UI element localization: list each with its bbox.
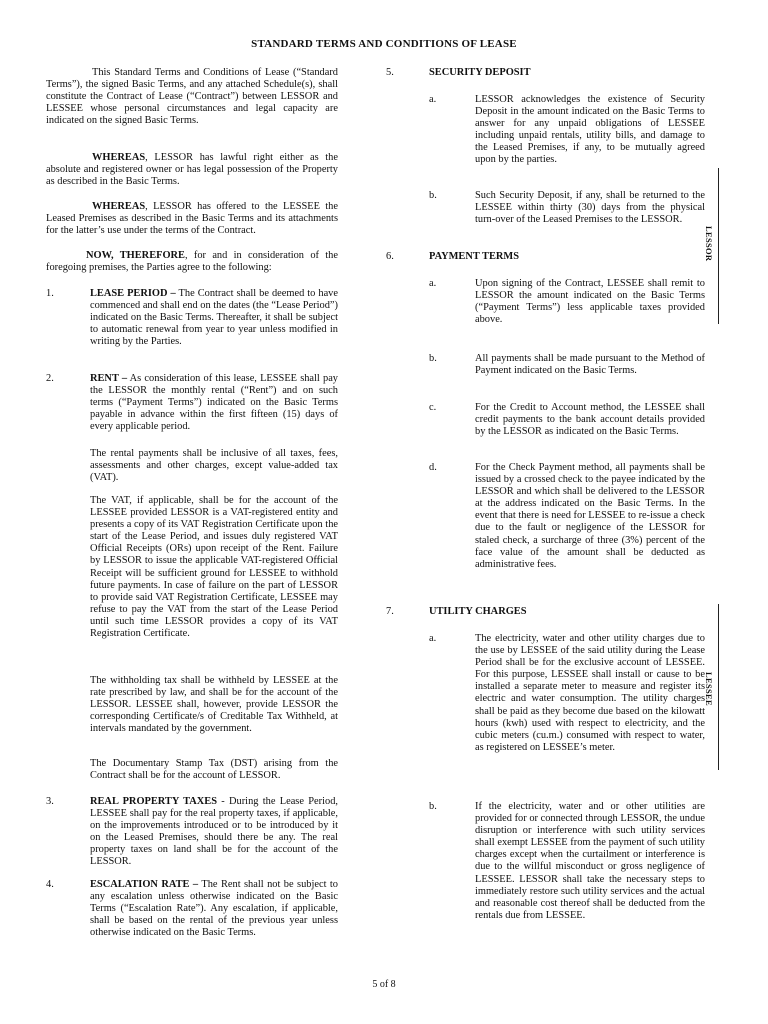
rent-paragraph-withholding: The withholding tax shall be withheld by LESSEE at the rate prescribed by law, and shall be for the account of the LESSOR. LESSEE shall, however, provide LESSOR the corresponding Certificate/s of Creditable Tax Withheld, at intervals mandated by the government. xyxy=(90,675,338,735)
section-heading: LEASE PERIOD – xyxy=(90,288,176,299)
now-therefore-lead: NOW, THEREFORE xyxy=(86,250,185,261)
whereas-text: , LESSOR has offered to the LESSEE the Leased Premises as described in the Basic Terms and its attachments for the latter’s use under the terms of the Contract. xyxy=(46,201,338,237)
rent-paragraph-taxes: The rental payments shall be inclusive of all taxes, fees, assessments and other charges, except value-added tax (VAT). xyxy=(90,448,338,484)
rent-paragraph-dst: The Documentary Stamp Tax (DST) arising from the Contract shall be for the account of LESSOR. xyxy=(90,758,338,782)
lessor-initial-line xyxy=(718,168,719,324)
payment-terms-item-b: All payments shall be made pursuant to the Method of Payment indicated on the Basic Terms. xyxy=(475,353,705,377)
utility-charges-item-a: The electricity, water and other utility charges due to the use by LESSEE of the said utility during the Lease Period shall be for the exclusive account of LESSEE. For this purpose, LESSEE shall install or cause to be installed a separate meter to measure and register its electric and water consumption. The utility charges shall be paid as they become due based on the kilowatt hours (kwh) used with respect to electricity, and the cubic meters (cu.m.) consumed with respect to water, as registered on LESSEE’s meter. xyxy=(475,633,705,753)
payment-terms-item-a: Upon signing of the Contract, LESSEE shall remit to LESSOR the amount indicated on the Basic Terms (“Payment Terms”) less applicable taxes provided above. xyxy=(475,278,705,326)
payment-terms-item-d: For the Check Payment method, all payments shall be issued by a crossed check to the payee indicated by the LESSOR and which shall be delivered to the LESSOR at the address indicated on the Basic Terms. In the event that there is need for LESSEE to re-issue a check due to the fault or negligence of the LESSOR for staled check, a surcharge of three (3%) percent of the face value of the amount shall be deducted as administrative fees. xyxy=(475,462,705,570)
section-number: 4. xyxy=(46,879,54,890)
lessee-initial-line xyxy=(718,604,719,770)
item-letter: a. xyxy=(429,633,437,644)
item-letter: b. xyxy=(429,801,437,812)
section-heading-utility-charges: UTILITY CHARGES xyxy=(429,606,527,617)
section-lease-period xyxy=(90,288,338,348)
item-letter: c. xyxy=(429,402,437,413)
section-rent xyxy=(90,373,338,433)
item-letter: a. xyxy=(429,278,437,289)
rent-paragraph-vat: The VAT, if applicable, shall be for the account of the LESSEE provided LESSOR is a VAT-registered entity and presents a copy of its VAT Registration Certificate upon the start of the Lease Period, and issues duly registered VAT Official Receipts (ORs) upon receipt of the Rent. Failure by LESSOR to issue the applicable VAT-registered Official Receipt will be sufficient ground for LESSEE to withhold future payments. In case of failure on the part of LESSOR to provide said VAT Registration Certificate, LESSEE may refuse to pay the VAT from the start of the Lease Period until such time LESSOR provides a copy of its VAT Registration Certificate. xyxy=(90,495,338,640)
whereas-lead: WHEREAS xyxy=(92,152,146,163)
section-heading: REAL PROPERTY TAXES xyxy=(90,796,217,807)
section-heading-security-deposit: SECURITY DEPOSIT xyxy=(429,67,531,78)
intro-paragraph xyxy=(46,67,338,127)
section-text: - During the Lease Period, LESSEE shall pay for the real property taxes, if applicable, on the improvements introduced or to be introduced by it on the Leased Premises, should there be any. The real property taxes on land shall be for the account of the LESSOR. xyxy=(90,796,338,868)
whereas-paragraph-1 xyxy=(46,152,338,188)
payment-terms-item-c: For the Credit to Account method, the LESSEE shall credit payments to the bank account details provided by the LESSOR as indicated on the Basic Terms. xyxy=(475,402,705,438)
section-heading: ESCALATION RATE – xyxy=(90,879,199,890)
security-deposit-item-a: LESSOR acknowledges the existence of Security Deposit in the amount indicated on the Basic Terms to answer for any unpaid obligations of LESSEE including unpaid rentals, utility bills, and damage to the Leased Premises, if any, to be mutually agreed upon by the parties. xyxy=(475,94,705,166)
now-therefore-paragraph xyxy=(46,250,338,274)
item-letter: a. xyxy=(429,94,437,105)
item-letter: b. xyxy=(429,190,437,201)
now-therefore-text: , for and in consideration of the foregoing premises, the Parties agree to the following: xyxy=(46,250,338,274)
section-heading: RENT – xyxy=(90,373,128,384)
section-real-property-taxes xyxy=(90,796,338,869)
whereas-paragraph-2 xyxy=(46,201,338,237)
section-text: The Rent shall not be subject to any escalation unless otherwise indicated on the Basic Terms (“Escalation Rate”). Any escalation, if applicable, shall be based on the rental of the previous year unless otherwise indicated on the Basic Terms. xyxy=(90,879,338,939)
section-number: 7. xyxy=(386,606,394,617)
section-number: 3. xyxy=(46,796,54,807)
section-text: The Contract shall be deemed to have commenced and shall end on the dates (the “Lease Period”) indicated on the Basic Terms. Thereafter, it shall be subject to automatic renewal from year to year unless modified in writing by the Parties. xyxy=(90,288,338,348)
section-number: 6. xyxy=(386,251,394,262)
lessor-initial-label: LESSOR xyxy=(704,226,715,262)
section-number: 2. xyxy=(46,373,54,384)
page-number: 5 of 8 xyxy=(372,979,396,990)
item-letter: b. xyxy=(429,353,437,364)
intro-text: This Standard Terms and Conditions of Lease (“Standard Terms”), the signed Basic Terms, and any attached Schedule(s), shall constitute the Contract of Lease (“Contract”) between LESSOR and LESSEE whose personal circumstances and legal capacity are indicated on the signed Basic Terms. xyxy=(46,67,338,127)
security-deposit-item-b: Such Security Deposit, if any, shall be returned to the LESSEE within thirty (30) days from the physical turn-over of the Leased Premises to the LESSOR. xyxy=(475,190,705,226)
whereas-text: , LESSOR has lawful right either as the absolute and registered owner or has legal possession of the Property as described in the Basic Terms. xyxy=(46,152,338,188)
section-number: 5. xyxy=(386,67,394,78)
utility-charges-item-b: If the electricity, water and or other utilities are provided for or connected through LESSOR, the undue disruption or interference with such utility services shall exempt LESSEE from the payment of such utility charges except when the curtailment or interference is due to the willful misconduct or gross negligence of LESSEE. LESSOR shall take the necessary steps to immediately restore such utility services and the actual and reasonable cost thereof shall be deducted from the rentals due from LESSEE. xyxy=(475,801,705,921)
section-number: 1. xyxy=(46,288,54,299)
document-title: STANDARD TERMS AND CONDITIONS OF LEASE xyxy=(251,38,517,50)
whereas-lead: WHEREAS xyxy=(92,201,146,212)
lessee-initial-label: LESSEE xyxy=(704,672,715,706)
section-escalation-rate xyxy=(90,879,338,939)
item-letter: d. xyxy=(429,462,437,473)
section-text: As consideration of this lease, LESSEE shall pay the LESSOR the monthly rental (“Rent”) and on such terms (“Payment Terms”) indicated on the Basic Terms payable in advance within the first fifteen (15) days of every applicable period. xyxy=(90,373,338,433)
section-heading-payment-terms: PAYMENT TERMS xyxy=(429,251,519,262)
